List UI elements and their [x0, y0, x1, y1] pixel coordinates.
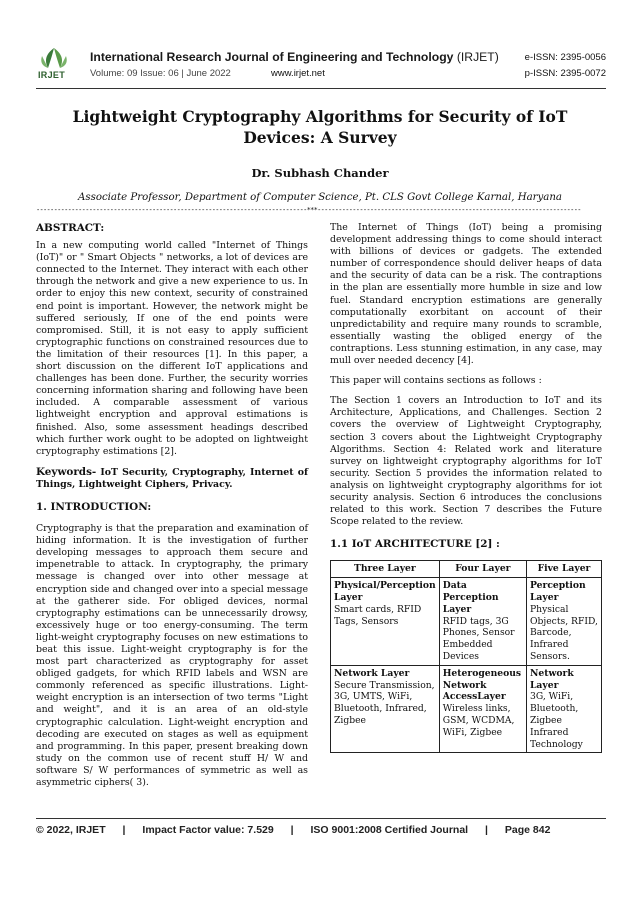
footer-iso: ISO 9001:2008 Certified Journal: [310, 824, 469, 836]
header-divider: [36, 88, 606, 89]
table-cell: [331, 665, 440, 753]
author-name: Dr. Subhash Chander: [251, 166, 389, 180]
paper-title: Lightweight Cryptography Algorithms for Security of IoT Devices: A Survey: [72, 107, 568, 147]
logo-text: IRJET: [38, 70, 66, 80]
cell-title: Physical/Perception Layer: [334, 580, 436, 603]
cell-text: Secure Transmission, 3G, UMTS, WiFi, Bluetooth, Infrared, Zigbee: [334, 679, 435, 726]
table-header-cell: Five Layer: [526, 561, 601, 578]
intro-heading: 1. INTRODUCTION:: [36, 500, 152, 513]
iot-architecture-table: [330, 560, 602, 753]
page-footer: [36, 824, 606, 836]
iot-intro-paragraph: The Internet of Things (IoT) being a promising development addressing things to come should interact with billions of devices or gadgets. The extended number of correspondence should deliver heaps of data and the security of data can be a risk. The contraptions in the plan are essentially more humble in size and low fuel. Standard encryption estimations are generally computationally exorbitant on account of their unpredictability and require many rounds to scramble, essentially wasting the obliged energy of the contraptions. Less stunning estimation, in any case, may mull over needed decency [4].: [330, 222, 602, 367]
table-header-cell: Four Layer: [439, 561, 526, 578]
website-link[interactable]: www.irjet.net: [271, 68, 325, 79]
table-row: [331, 665, 602, 753]
cell-text: 3G, WiFi, Bluetooth, Zigbee Infrared Technology: [529, 691, 583, 750]
architecture-heading: 1.1 IoT ARCHITECTURE [2] :: [330, 538, 500, 551]
table-cell: [526, 665, 601, 753]
cell-text: RFID tags, 3G Phones, Sensor Embedded Devices: [442, 615, 515, 662]
abstract-text: In a new computing world called "Internet of Things (IoT)" or " Smart Objects " networks, a lot of devices are connected to the Internet. They interact with each other through the network and give a new experience to us. In order to enjoy this new context, security of constrained end point is important. However, the network might be suffered seriously, If one of the end points were compromised. Still, it is not easy to apply sufficient cryptographic functions on constrained resources due to the limitation of their resources [1]. In this paper, a short discussion on the different IoT applications and challenges has been done. Further, the security worries concerning information sharing and following have been included. A comparable assessment of various lightweight encryption and approval estimations is finished. Also, some assessment headings described which further work ought to be adopted on lightweight cryptography estimations [2].: [36, 240, 308, 457]
keywords: [36, 466, 308, 491]
footer-bar: |: [290, 824, 294, 836]
volume-issue: Volume: 09 Issue: 06 | June 2022: [90, 68, 231, 79]
cell-text: Physical Objects, RFID, Barcode, Infrared Sensors.: [529, 603, 598, 662]
table-cell: [526, 578, 601, 666]
section-separator: -----------------------------------------------------------------------------***---------------------------------------------------------------------------: [36, 206, 581, 214]
table-row: [331, 578, 602, 666]
cell-title: Data Perception Layer: [442, 580, 499, 615]
table-cell: [439, 665, 526, 753]
cell-title: Perception Layer: [529, 580, 586, 603]
journal-name: [90, 50, 499, 64]
table-cell: [331, 578, 440, 666]
sections-overview-paragraph: The Section 1 covers an Introduction to IoT and its Architecture, Applications, and Challenges. Section 2 covers the overview of Lightweight Cryptography, section 3 covers about the Lightweight Cryptography Algorithms. Section 4: Related work and literature survey on lightweight cryptography algorithms for IoT security. Section 5 provides the information related to analysis on lightweight cryptography algorithms for iot security analysis. Section 6 introduces the conclusions related to this work. Section 7 describes the Future Scope related to the review.: [330, 395, 602, 528]
footer-page-number: Page 842: [504, 824, 551, 836]
intro-text: Cryptography is that the preparation and examination of hiding information. It is the investigation of further developing messages to approach them secure and impenetrable to attack. In cryptography, the primary message is changed over into other message at encryption side and changed over into a special message at the gatherer side. For obliged devices, normal cryptography estimations can be unnecessarily drowsy, excessively huge or too energy-consuming. The term light-weight cryptography focuses on new estimations to beat this issue. Light-weight cryptography is for the most part characterized as cryptography for asset obliged gadgets, for which RFID labels and WSN are commonly referenced as specific illustrations. Light-weight encryption is an intersection of two terms "Light and weight", and it is an area of an old-style cryptographic calculation. Light-weight encryption and decoding are executed on stages as well as equipment and programming. In this paper, present breaking down study on the common use of recent stuff H/ W and software S/ W performances of symmetric as well as asymmetric ciphers( 3).: [36, 523, 308, 789]
table-header-cell: Three Layer: [331, 561, 440, 578]
cell-title: Heterogeneous Network AccessLayer: [442, 667, 522, 703]
left-column: [36, 222, 308, 797]
footer-bar: |: [122, 824, 126, 836]
journal-abbr: (IRJET): [456, 50, 499, 64]
pissn: p-ISSN: 2395-0072: [524, 68, 606, 79]
right-column: [330, 222, 602, 753]
footer-divider: [36, 818, 606, 819]
table-header-row: [331, 561, 602, 578]
abstract-heading: ABSTRACT:: [36, 222, 105, 234]
keywords-label: Keywords-: [36, 465, 97, 478]
footer-bar: |: [485, 824, 488, 836]
footer-impact-factor: Impact Factor value: 7.529: [142, 824, 274, 836]
journal-header: [36, 46, 606, 86]
eissn: e-ISSN: 2395-0056: [524, 52, 606, 63]
cell-title: Network Layer: [334, 667, 410, 679]
cell-title: Network Layer: [529, 667, 574, 691]
journal-name-text: International Research Journal of Engineering and Technology: [90, 50, 454, 64]
author-affiliation: Associate Professor, Department of Computer Science, Pt. CLS Govt College Karnal, Haryana: [78, 192, 562, 203]
table-cell: [439, 578, 526, 666]
sections-intro-paragraph: This paper will contains sections as follows :: [330, 375, 542, 387]
cell-text: Wireless links, GSM, WCDMA, WiFi, Zigbee: [442, 703, 515, 738]
cell-text: Smart cards, RFID Tags, Sensors: [334, 603, 422, 627]
keywords-text: IoT Security, Cryptography, Internet of Things, Lightweight Ciphers, Privacy.: [36, 466, 308, 490]
footer-copyright: © 2022, IRJET: [36, 824, 106, 836]
